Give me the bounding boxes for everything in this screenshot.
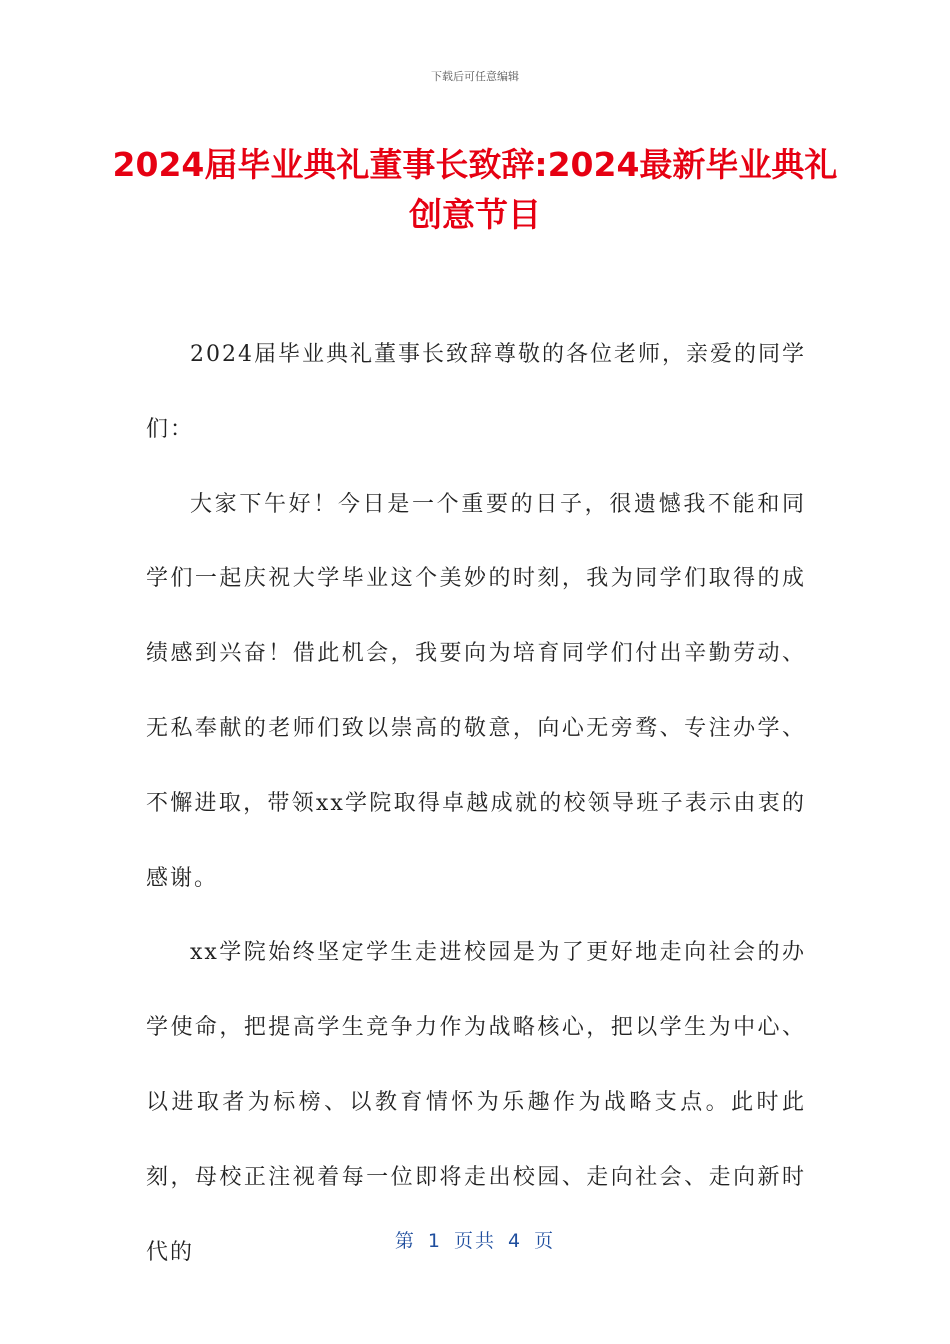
page-suffix: 页 [534,1230,556,1252]
page-footer [0,1226,950,1253]
document-title: 2024届毕业典礼董事长致辞:2024最新毕业典礼创意节目 [112,145,838,234]
page-total: 4 [508,1230,523,1252]
page-prefix: 第 [394,1230,416,1252]
header-note: 下载后可任意编辑 [431,70,519,83]
page-current: 1 [427,1230,442,1252]
paragraph-greeting: 2024届毕业典礼董事长致辞尊敬的各位老师，亲爱的同学们： [146,342,806,442]
paragraph-opening: 大家下午好！今日是一个重要的日子，很遗憾我不能和同学们一起庆祝大学毕业这个美妙的时刻，我为同学们取得的成绩感到兴奋！借此机会，我要向为培育同学们付出辛勤劳动、无私奉献的老师们致以崇高的敬意，向心无旁骛、专注办学、不懈进取，带领xx学院取得卓越成就的校领导班子表示由衷的感谢。 [146,491,806,891]
page-mid: 页共 [453,1230,496,1252]
paragraph-mission: xx学院始终坚定学生走进校园是为了更好地走向社会的办学使命，把提高学生竞争力作为战略核心，把以学生为中心、以进取者为标榜、以教育情怀为乐趣作为战略支点。此时此刻，母校正注视着每一位即将走出校园、走向社会、走向新时代的 [146,940,806,1265]
document-body [146,318,806,1290]
